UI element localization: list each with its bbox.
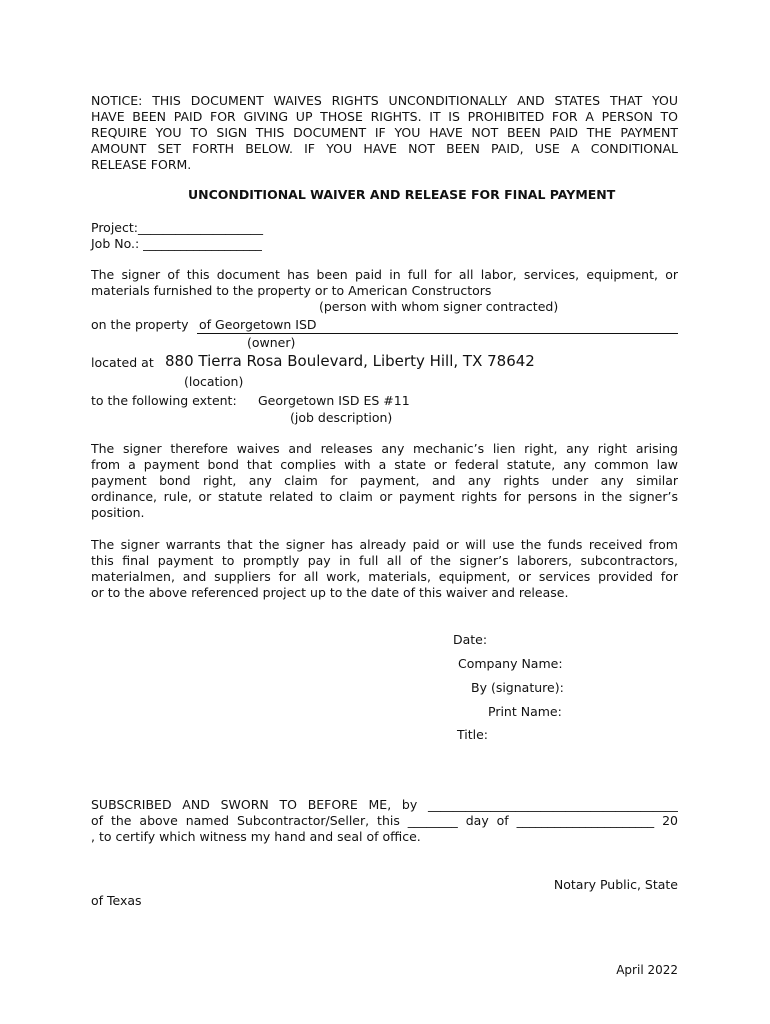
warrant-line-2: this final payment to promptly pay in full all of the signer’s laborers, subcontractors, bbox=[91, 553, 678, 568]
date-label: Date: bbox=[453, 632, 488, 647]
notice-line-4: AMOUNT SET FORTH BELOW. IF YOU HAVE NOT BEEN PAID, USE A CONDITIONAL bbox=[91, 141, 678, 156]
located-prefix: located at bbox=[91, 355, 154, 370]
extent-prefix: to the following extent: bbox=[91, 393, 237, 408]
waiver-line-2: from a payment bond that complies with a state or federal statute, any common law bbox=[91, 457, 678, 472]
property-underline bbox=[197, 333, 678, 334]
location-value: 880 Tierra Rosa Boulevard, Liberty Hill, TX 78642 bbox=[165, 352, 535, 370]
warrant-paragraph bbox=[91, 537, 678, 601]
sworn-block bbox=[91, 797, 678, 845]
job-number-field: Job No.: ___________________ bbox=[91, 236, 262, 251]
title-label: Title: bbox=[457, 727, 488, 742]
sworn-line-3: , to certify which witness my hand and seal of office. bbox=[91, 829, 421, 844]
document-title: UNCONDITIONAL WAIVER AND RELEASE FOR FINAL PAYMENT bbox=[188, 187, 616, 202]
footer-date: April 2022 bbox=[616, 963, 678, 977]
sworn-line-2: of the above named Subcontractor/Seller, this ________ day of ______________________ 20 bbox=[91, 813, 678, 828]
company-name-label: Company Name: bbox=[458, 656, 563, 671]
notice-block bbox=[91, 93, 678, 173]
waiver-line-5: position. bbox=[91, 505, 145, 520]
paid-line-2: materials furnished to the property or to American Constructors bbox=[91, 283, 492, 298]
print-name-label: Print Name: bbox=[488, 704, 562, 719]
property-prefix: on the property bbox=[91, 317, 189, 332]
notary-state-label: of Texas bbox=[91, 893, 142, 908]
notary-public-label: Notary Public, State bbox=[553, 877, 678, 892]
waiver-line-4: ordinance, rule, or statute related to claim or payment rights for persons in the signer’s bbox=[91, 489, 678, 504]
contracted-caption: (person with whom signer contracted) bbox=[319, 299, 559, 314]
location-caption: (location) bbox=[184, 374, 244, 389]
notice-line-3: REQUIRE YOU TO SIGN THIS DOCUMENT IF YOU HAVE NOT BEEN PAID THE PAYMENT bbox=[91, 125, 678, 140]
job-description-value: Georgetown ISD ES #11 bbox=[258, 393, 410, 408]
waiver-paragraph bbox=[91, 441, 678, 521]
paid-line-1: The signer of this document has been paid in full for all labor, services, equipment, or bbox=[91, 267, 678, 282]
waiver-line-3: payment bond right, any claim for payment, and any rights under any similar bbox=[91, 473, 678, 488]
notice-line-2: HAVE BEEN PAID FOR GIVING UP THOSE RIGHTS. IT IS PROHIBITED FOR A PERSON TO bbox=[91, 109, 678, 124]
property-owner-value: of Georgetown ISD bbox=[199, 317, 317, 332]
sworn-line-1: SUBSCRIBED AND SWORN TO BEFORE ME, by ________________________________________ bbox=[91, 797, 678, 812]
warrant-line-3: materialmen, and suppliers for all work, materials, equipment, or services provided for bbox=[91, 569, 678, 584]
waiver-line-1: The signer therefore waives and releases any mechanic’s lien right, any right arising bbox=[91, 441, 678, 456]
project-field: Project:____________________ bbox=[91, 220, 263, 235]
notice-line-1: NOTICE: THIS DOCUMENT WAIVES RIGHTS UNCONDITIONALLY AND STATES THAT YOU bbox=[91, 93, 678, 108]
job-description-caption: (job description) bbox=[290, 410, 393, 425]
signature-label: By (signature): bbox=[471, 680, 564, 695]
owner-caption: (owner) bbox=[247, 335, 296, 350]
notice-line-5: RELEASE FORM. bbox=[91, 157, 192, 172]
warrant-line-4: or to the above referenced project up to the date of this waiver and release. bbox=[91, 585, 569, 600]
paid-paragraph bbox=[91, 267, 678, 299]
warrant-line-1: The signer warrants that the signer has already paid or will use the funds received from bbox=[91, 537, 678, 552]
